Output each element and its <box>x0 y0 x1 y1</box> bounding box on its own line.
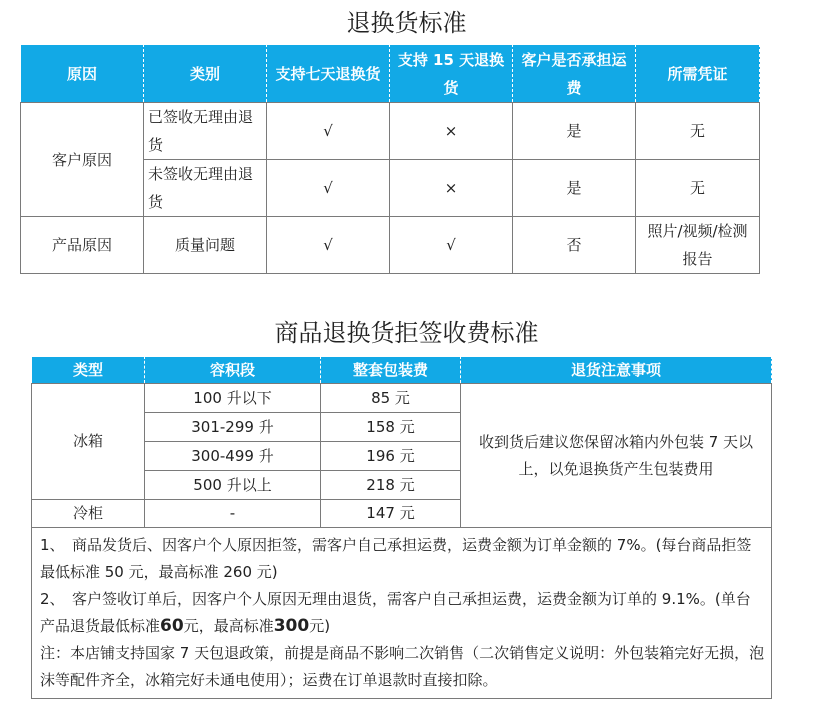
freight-cell: 是 <box>513 103 636 160</box>
rejection-fee-table <box>31 356 772 699</box>
note-1 <box>40 532 765 586</box>
header-fifteen-day: 支持 15 天退换货 <box>390 45 513 103</box>
header-type: 类型 <box>32 357 145 384</box>
seven-day-cell: √ <box>267 217 390 274</box>
freight-cell: 否 <box>513 217 636 274</box>
notice-cell <box>461 384 772 528</box>
volume-cell: 100 升以下 <box>145 384 321 413</box>
header-packaging-fee: 整套包装费 <box>321 357 461 384</box>
note-3: 注：本店铺支持国家 7 天包退政策，前提是商品不影响二次销售（二次销售定义说明：外包装箱完好无损，泡沫等配件齐全，冰箱完好未通电使用）；运费在订单退款时直接扣除。 <box>40 644 765 689</box>
note-1-number: 1、 <box>40 536 65 554</box>
header-notice: 退货注意事项 <box>461 357 772 384</box>
note-2 <box>40 586 765 640</box>
header-freight: 客户是否承担运费 <box>513 45 636 103</box>
fee-cell: 147 元 <box>321 500 461 528</box>
rejection-fee-title: 商品退换货拒签收费标准 <box>274 319 539 347</box>
table-row <box>21 103 760 160</box>
proof-cell: 照片/视频/检测报告 <box>636 217 760 274</box>
fifteen-day-cell: × <box>390 103 513 160</box>
category-cell: 已签收无理由退货 <box>144 103 267 160</box>
note-1-text: 商品发货后、因客户个人原因拒签，需客户自己承担运费，运费金额为订单金额的 7%。(每台商品拒签最低标准 50 元，最高标准 260 元) <box>40 536 752 581</box>
header-category: 类别 <box>144 45 267 103</box>
volume-cell: - <box>145 500 321 528</box>
fee-cell: 218 元 <box>321 471 461 500</box>
header-proof: 所需凭证 <box>636 45 760 103</box>
header-seven-day: 支持七天退换货 <box>267 45 390 103</box>
table-header-row <box>21 45 760 103</box>
product-reason-cell: 产品原因 <box>21 217 144 274</box>
proof-cell: 无 <box>636 160 760 217</box>
customer-reason-cell: 客户原因 <box>21 103 144 217</box>
category-cell: 未签收无理由退货 <box>144 160 267 217</box>
freezer-type-cell: 冷柜 <box>32 500 145 528</box>
fifteen-day-cell: × <box>390 160 513 217</box>
note-2-text-b: 元，最高标准 <box>183 617 274 635</box>
header-reason: 原因 <box>21 45 144 103</box>
seven-day-cell: √ <box>267 160 390 217</box>
table-row <box>32 384 772 413</box>
note-2-max-value: 300 <box>273 616 310 636</box>
notes-row <box>32 528 772 699</box>
fifteen-day-cell: √ <box>390 217 513 274</box>
header-volume: 容积段 <box>145 357 321 384</box>
note-2-text-c: 元) <box>309 617 331 635</box>
proof-cell: 无 <box>636 103 760 160</box>
volume-cell: 300-499 升 <box>145 442 321 471</box>
fee-cell: 158 元 <box>321 413 461 442</box>
volume-cell: 301-299 升 <box>145 413 321 442</box>
notes-cell <box>32 528 772 699</box>
fridge-type-cell: 冰箱 <box>32 384 145 500</box>
notice-text: 收到货后建议您保留冰箱内外包装 7 天以上，以免退换货产生包装费用 <box>478 432 754 478</box>
note-2-text-a: 客户签收订单后，因客户个人原因无理由退货，需客户自己承担运费，运费金额为订单的 9.1%。(单台产品退货最低标准 <box>40 590 751 635</box>
category-cell: 质量问题 <box>144 217 267 274</box>
volume-cell: 500 升以上 <box>145 471 321 500</box>
return-standard-title: 退换货标准 <box>346 9 467 37</box>
table-row <box>21 217 760 274</box>
note-2-min-value: 60 <box>160 616 184 636</box>
fee-cell: 85 元 <box>321 384 461 413</box>
freight-cell: 是 <box>513 160 636 217</box>
return-standard-table <box>20 44 760 274</box>
note-2-number: 2、 <box>40 590 65 608</box>
seven-day-cell: √ <box>267 103 390 160</box>
fee-cell: 196 元 <box>321 442 461 471</box>
table-header-row <box>32 357 772 384</box>
